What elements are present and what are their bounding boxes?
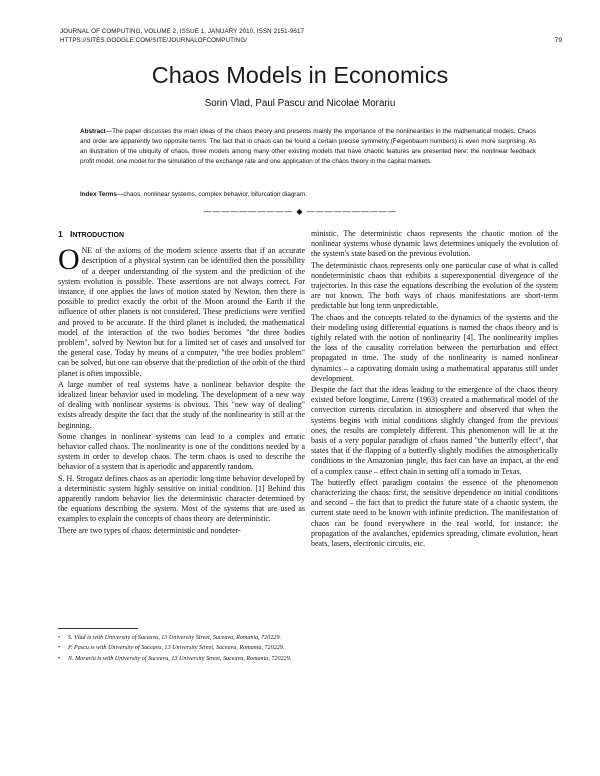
index-terms-text: —chaos, nonlinear systems, complex behavior, bifurcation diagram.: [116, 191, 307, 198]
paragraph: The butterfly effect paradigm contains the essence of the phenomenon characterizing the chaos: first, the sensitive dependence on initial conditions and second – the fact that to predict the future state of a chaotic system, the current state need to be known with infinite prediction. The manifestation of chaos can be found everywhere in the real world, for instance: the propagation of the avalanches, epidemics spreading, climate evolution, heart beats, lasers, electronic circuits, etc.: [311, 477, 558, 549]
paragraph: S. H. Strogatz defines chaos as an aperiodic long time behavior developed by a deterministic system highly sensitive on initial condition. [1] Behind this apparently random behavior lies the deterministic character determined by the equations describing the system. Most of the systems that are used as examples to explain the concepts of chaos theory are deterministic.: [58, 473, 305, 524]
abstract-label: Abstract: [80, 128, 106, 135]
paragraph: ministic. The deterministic chaos represents the chaotic motion of the nonlinear systems whose dynamic laws determines uniquely the evolution of the system's state based on the previous evolution.: [311, 229, 558, 259]
abstract-text: —The paper discusses the main ideas of the chaos theory and presents mainly the importance of the nonlinearities in the mathematical models. Chaos and order are apparently two opposite terms. The fact that in chaos can be found a certain precise symmetry (Feigenbaum numbers) is even more surprising. As an illustration of the ubiquity of chaos, three models among many other existing models that have chaotic features are presented here: the nonlinear feedback profit model, one model for the simulation of the exchange rate and one application of the chaos theory in the capital markets.: [80, 128, 536, 166]
footnote-text: N. Morariu is with University of Suceava, 13 University Street, Suceava, Romania, 720229.: [68, 655, 292, 662]
section-separator: —————————— ◆ ——————————: [203, 207, 397, 216]
section-heading: [58, 229, 305, 241]
paragraph: [58, 243, 305, 379]
footnote-bullet: •: [58, 645, 61, 652]
abstract: [80, 127, 536, 167]
index-terms-label: Index Terms: [80, 191, 117, 198]
paragraph: A large number of real systems have a nonlinear behavior despite the idealized linear behavior used in modeling. The development of a new way of dealing with nonlinear systems is obvious. This "new way of dealing" exists already despite the fact that the study of the nonlinearity is still at the beginning.: [58, 379, 305, 430]
footnote-item: [58, 634, 305, 642]
section-title-initial: I: [69, 229, 73, 239]
footnote-bullet: •: [58, 655, 61, 662]
paragraph: The deterministic chaos represents only one particular case of what is called nondeterministic chaos that exhibits a superexponential divergence of the trajectories. In this case the equations describing the evolution of the system are not known. The both ways of chaos manifestations are short-term predictable but long term unpredictable.: [311, 260, 558, 311]
journal-header-line2: HTTPS://SITES.GOOGLE.COM/SITE/JOURNALOFCOMPUTING/: [60, 36, 248, 44]
drop-cap: O: [58, 243, 80, 277]
right-column: [311, 229, 558, 549]
paragraph: Some changes in nonlinear systems can lead to a complex and erratic behavior called chaos. The nonlinearity is one of the conditions needed by a system in order to develop chaos. The term chaos is used to describe the behavior of a system that is aperiodic and apparently random.: [58, 431, 305, 472]
left-column: [58, 229, 305, 536]
footnote-text: S. Vlad is with University of Suceava, 13 University Street, Suceava, Romania, 720229.: [68, 635, 282, 641]
journal-header: [60, 28, 304, 45]
paragraph: There are two types of chaos: deterministic and nondeter-: [58, 525, 241, 535]
index-terms: [80, 191, 536, 198]
footnote-item: [58, 644, 305, 652]
footnote-item: [58, 655, 305, 663]
paper-authors: Sorin Vlad, Paul Pascu and Nicolae Morariu: [204, 98, 396, 109]
paragraph: Despite the fact that the ideas leading to the emergence of the chaos theory existed before longtime, Lorenz (1963) created a mathematical model of the convection currents circulation in atmosphere and observed that when the systems begins with initial conditions slightly changed from the previous ones, the results are completely different. This phenomenon will lie at the basis of a very popular paradigm of chaos named "the butterfly effect", that states that if the flapping of a butterfly slightly modifies the atmospherically conditions in the Amazonian jungle, this fact can have an impact, at the end of a complex cause – effect chain in setting off a tornado in Texas.: [311, 385, 558, 476]
paragraph-text: NE of the axioms of the modern science asserts that if an accurate description of a physical system can be identified then the possibility of a deeper understanding of the system and the prediction of the system evolution is possible. These assertions are not always correct. For instance, if one applies the laws of motion stated by Newton, then there is possible to predict exactly the orbit of the Moon around the Earth if the influence of other planets is not considered. These predictions were verified and proved to be accurate. If the third planet is included, the mathematical model of the interaction of the two bodies becomes "the three bodies problem", solved by Newton but for a limited set of cases and unsolved for the general case. Today by means of a computer, "the tree bodies problem" can be solved, but one can observe that the prediction of the orbit of the third planet is often impossible.: [58, 246, 305, 378]
section-title-rest: NTRODUCTION: [72, 232, 125, 239]
page-number: 79: [554, 37, 562, 44]
paper-title: Chaos Models in Economics: [151, 62, 449, 88]
section-number: 1: [58, 229, 63, 239]
journal-header-line1: JOURNAL OF COMPUTING, VOLUME 2, ISSUE 1, JANUARY 2010, ISSN 2151-9617: [60, 28, 305, 35]
footnotes: [58, 634, 305, 665]
footnote-text: P. Pascu is with University of Suceava, 13 University Street, Suceava, Romania, 720229.: [68, 645, 285, 652]
paragraph: The chaos and the concepts related to the dynamics of the systems and the their modeling using differential equations is named the chaos theory and is tightly related with the notion of nonlinearity [4]. The nonlinearity implies the loss of the causality correlation between the perturbation and effect propagated in time. The study of the nonlinearity is named nonlinear dynamics – a captivating domain using a mathematical apparatus still under development.: [311, 312, 558, 383]
footnote-rule: [58, 628, 138, 629]
footnote-bullet: •: [58, 635, 61, 641]
